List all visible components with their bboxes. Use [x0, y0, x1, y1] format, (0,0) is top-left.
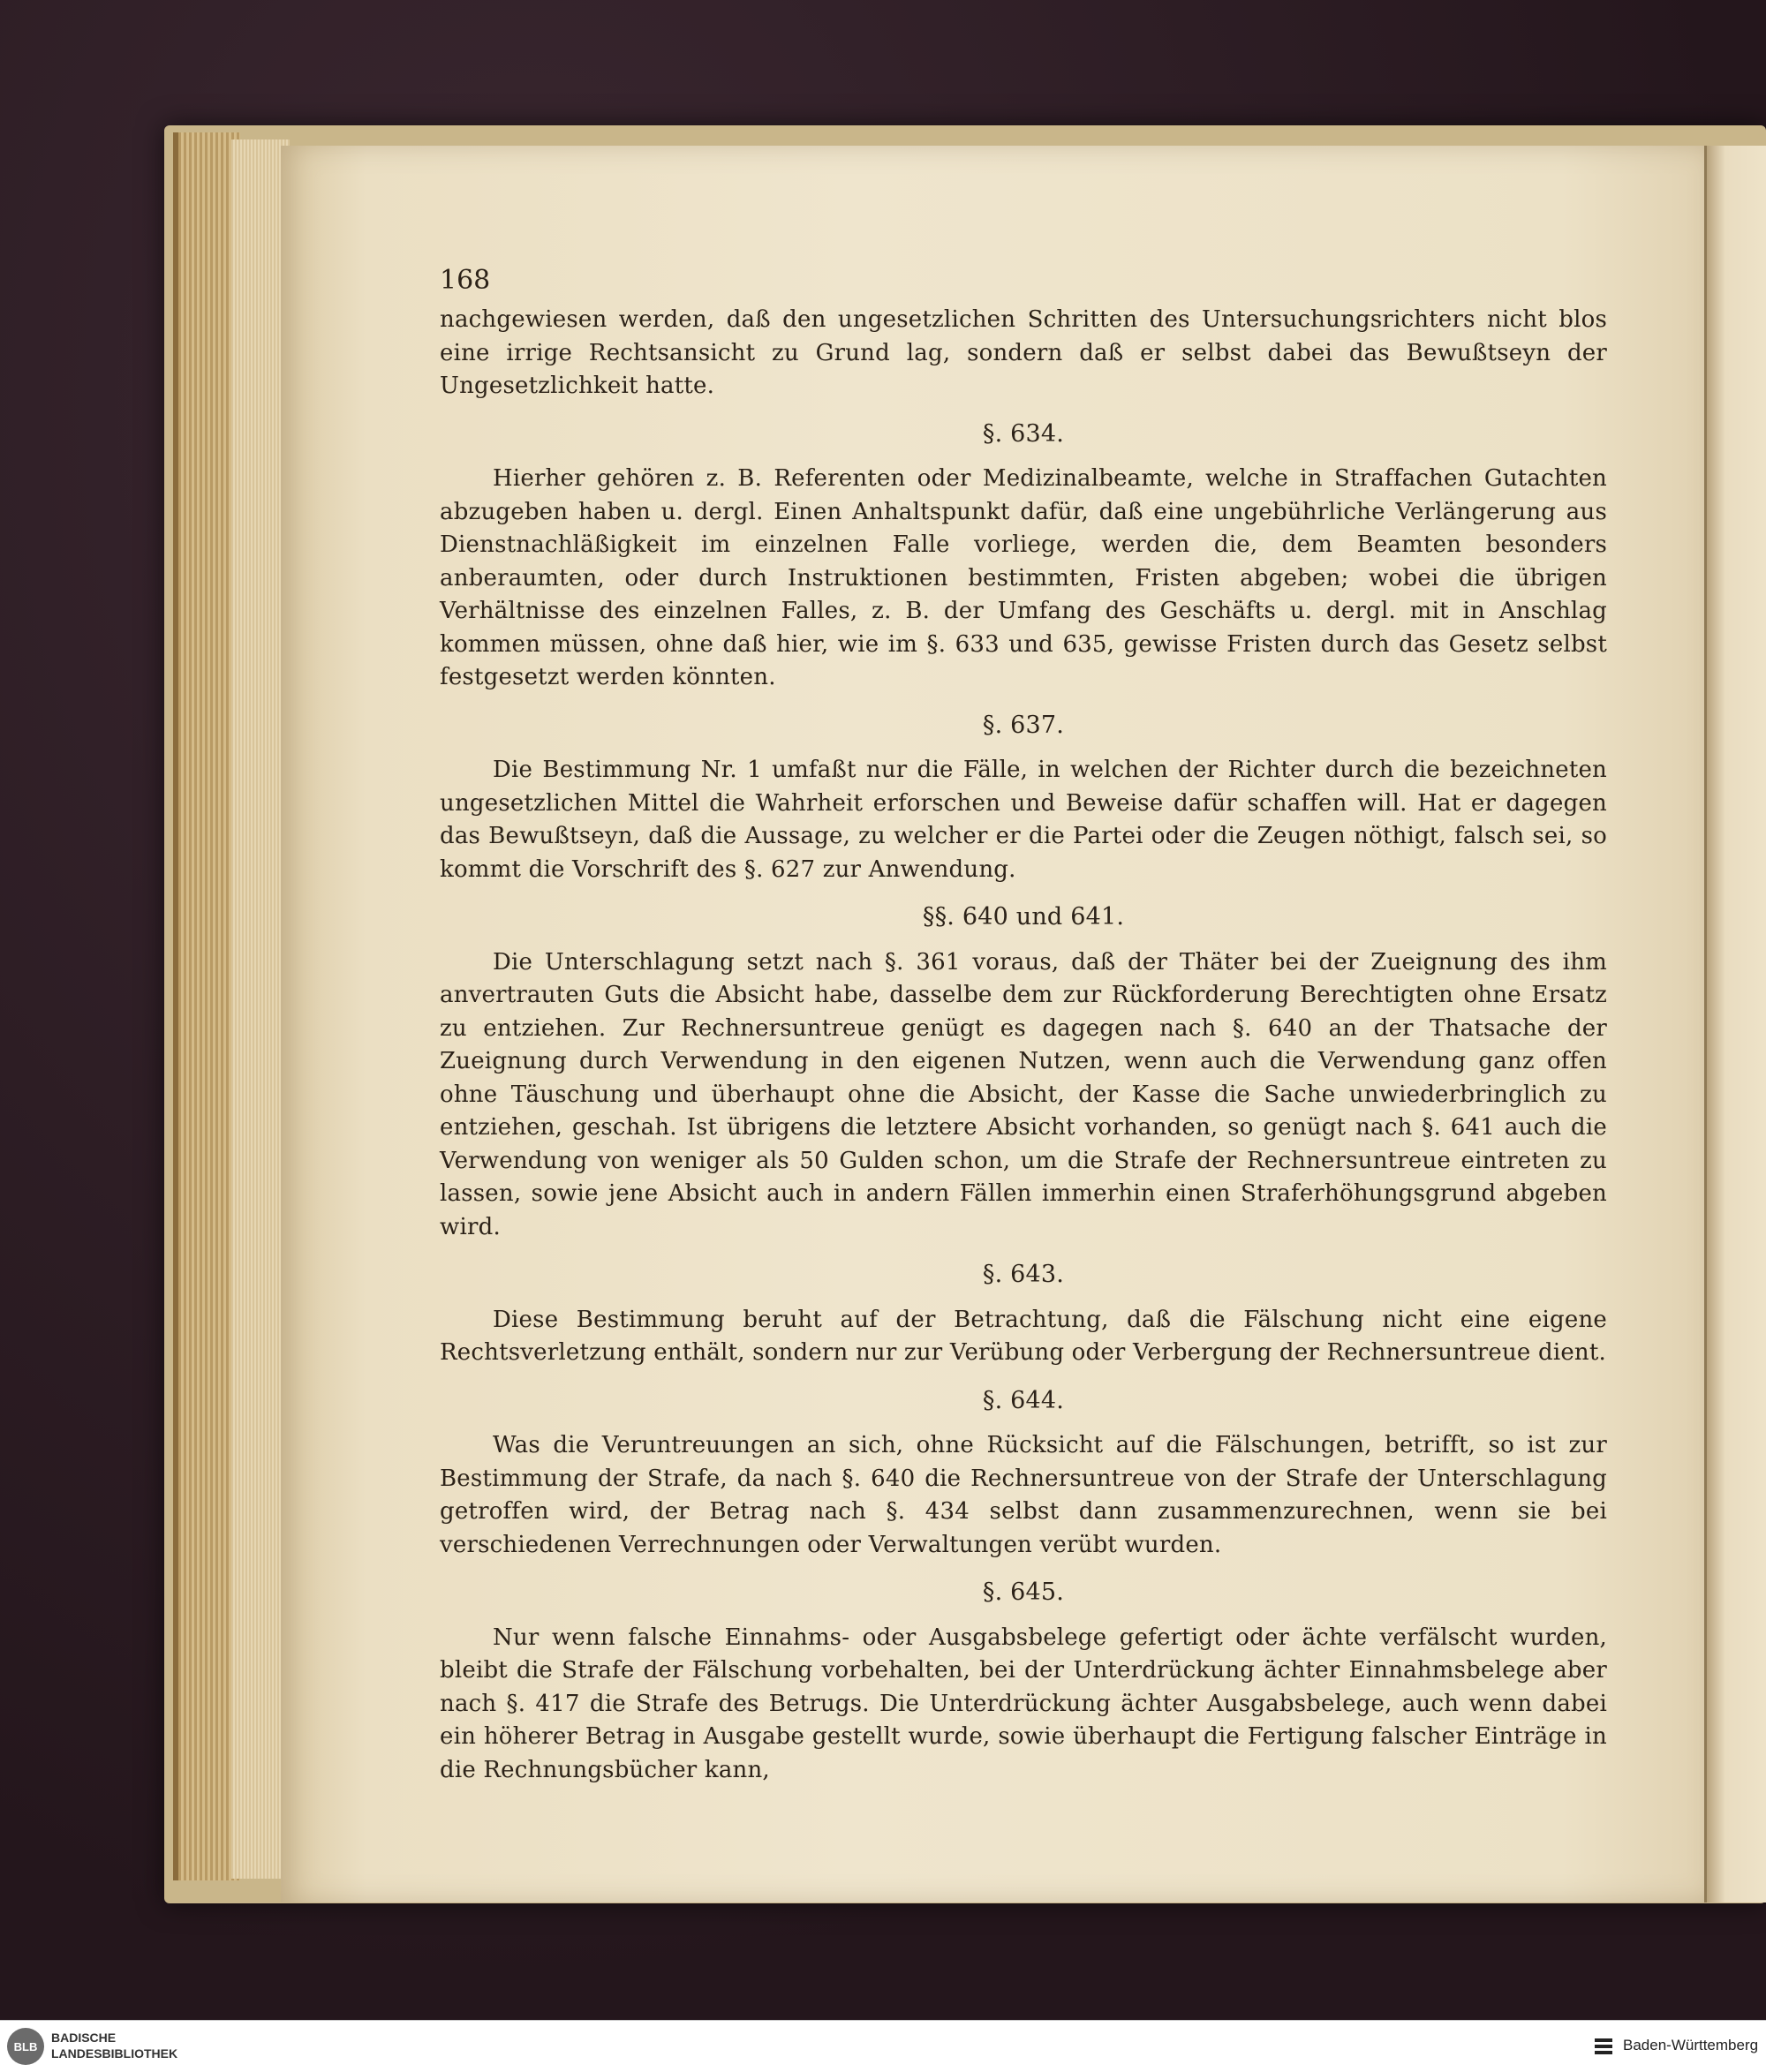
section-paragraph: Hierher gehören z. B. Referenten oder Medizinalbeamte, welche in Straffachen Gutachten abzugeben haben u. dergl. Einen Anhaltspunkt dafür, daß eine ungebührliche Verlängerung aus Dienstnachläßigkeit im einzelnen Falle vorliege, werden die, dem Beamten besonders anberaumten, oder durch Instruktionen bestimmten, Fristen abgeben; wobei die übrigen Verhältnisse des einzelnen Falles, z. B. der Umfang des Geschäfts u. dergl. mit in Anschlag kommen müssen, ohne daß hier, wie im §. 633 und 635, gewisse Fristen durch das Gesetz selbst festgesetzt werden könnten.: [440, 465, 1607, 690]
intro-paragraph: nachgewiesen werden, daß den ungesetzlichen Schritten des Untersuchungsrichters nicht blos eine irrige Rechtsansicht zu Grund lag, sondern daß er selbst dabei das Bewußtseyn der Ungesetzlichkeit hatte.: [440, 306, 1607, 399]
section-heading: §. 644.: [982, 1386, 1065, 1414]
section-heading: §§. 640 und 641.: [922, 903, 1125, 931]
section-paragraph: Nur wenn falsche Einnahms- oder Ausgabsbelege gefertigt oder ächte verfälscht wurden, bleibt die Strafe der Fälschung vorbehalten, bei der Unterdrückung ächter Einnahmsbelege aber nach §. 417 die Strafe des Betrugs. Die Unterdrückung ächter Ausgabsbelege, auch wenn dabei ein höherer Betrag in Ausgabe gestellt wurde, sowie überhaupt die Fertigung falscher Einträge in die Rechnungsbücher kann,: [440, 1624, 1607, 1783]
section-paragraph: Was die Veruntreuungen an sich, ohne Rücksicht auf die Fälschungen, betrifft, so ist zur Bestimmung der Strafe, da nach §. 640 die Rechnersuntreue von der Strafe der Unterschlagung getroffen wird, der Betrag nach §. 434 selbst dann zusammenzurechnen, wenn sie bei verschiedenen Verrechnungen oder Verwaltungen verübt wurden.: [440, 1432, 1607, 1558]
sections-container: [440, 418, 1607, 1788]
section-heading: §. 637.: [982, 711, 1065, 739]
page-number: 168: [440, 265, 491, 296]
section-heading: §. 643.: [982, 1261, 1065, 1288]
section-heading: §. 634.: [982, 419, 1065, 448]
blb-logo[interactable]: BLB: [7, 2028, 44, 2065]
state-lions-icon: [1591, 2033, 1616, 2060]
body-flow: [440, 304, 1607, 1787]
library-name-line2: LANDESBIBLIOTHEK: [51, 2046, 178, 2061]
footer-bar: [0, 2020, 1766, 2072]
section-paragraph: Die Bestimmung Nr. 1 umfaßt nur die Fälle, in welchen der Richter durch die bezeichneten ungesetzlichen Mittel die Wahrheit erforschen und Beweise dafür schaffen will. Hat er dagegen das Bewußtseyn, daß die Aussage, zu welcher er die Partei oder die Zeugen nöthigt, falsch sei, so kommt die Vorschrift des §. 627 zur Anwendung.: [440, 757, 1607, 883]
section-paragraph: Die Unterschlagung setzt nach §. 361 voraus, daß der Thäter bei der Zueignung des ihm anvertrauten Guts die Absicht habe, dasselbe dem zur Rückforderung Berechtigten ohne Ersatz zu entziehen. Zur Rechnersuntreue genügt es dagegen nach §. 640 an der Thatsache der Zueignung durch Verwendung in den eigenen Nutzen, wenn auch die Verwendung ganz offen ohne Täuschung und überhaupt ohne die Absicht, der Kasse die Sache unwiederbringlich zu entziehen, geschah. Ist übrigens die letztere Absicht vorhanden, so genügt nach §. 641 auch die Verwendung von weniger als 50 Gulden schon, um die Strafe der Rechnersuntreue eintreten zu lassen, sowie jene Absicht auch in andern Fällen immerhin einen Straferhöhungsgrund abgeben wird.: [440, 948, 1607, 1240]
book-spine-edge: [173, 132, 240, 1880]
section-paragraph: Diese Bestimmung beruht auf der Betrachtung, daß die Fälschung nicht eine eigene Rechtsverletzung enthält, sondern nur zur Verübung oder Verbergung der Rechnersuntreue dient.: [440, 1306, 1607, 1366]
library-name[interactable]: [51, 2030, 177, 2061]
facing-page-edge: [1704, 146, 1766, 1902]
library-name-line1: BADISCHE: [51, 2031, 117, 2045]
state-label[interactable]: Baden-Württemberg: [1623, 2037, 1759, 2053]
section-heading: §. 645.: [982, 1578, 1065, 1606]
